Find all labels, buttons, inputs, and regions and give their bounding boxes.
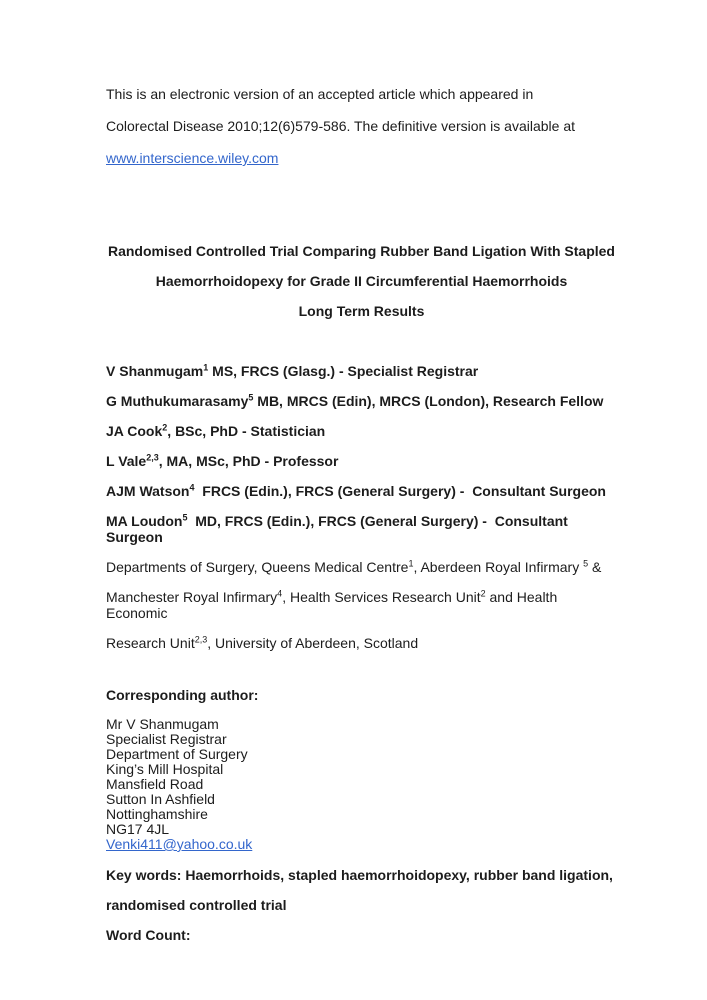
address-line: Mr V Shanmugam	[106, 716, 219, 732]
text-segment: Manchester Royal Infirmary	[106, 589, 278, 605]
keywords-block	[106, 867, 617, 913]
address-line: Department of Surgery	[106, 746, 248, 762]
affiliation-superscript: 2,3	[146, 452, 159, 463]
text-segment: FRCS (Edin.), FRCS (General Surgery) - Consultant Surgeon	[194, 483, 606, 499]
address-line: Mansfield Road	[106, 776, 204, 792]
publisher-link[interactable]: www.interscience.wiley.com	[106, 150, 279, 166]
affiliation-superscript: 5	[248, 392, 254, 403]
text-segment: , MA, MSc, PhD - Professor	[158, 453, 339, 469]
author-line	[106, 453, 617, 469]
publisher-note-line: This is an electronic version of an accepted article which appeared in	[106, 86, 534, 102]
text-segment: &	[588, 559, 602, 575]
keywords-line: Key words: Haemorrhoids, stapled haemorrhoidopexy, rubber band ligation,	[106, 867, 613, 883]
author-line	[106, 513, 617, 545]
address-line: Sutton In Ashfield	[106, 791, 215, 807]
email-link[interactable]: Venki411@yahoo.co.uk	[106, 836, 253, 852]
word-count-label: Word Count:	[106, 927, 191, 943]
text-segment: V Shanmugam	[106, 363, 204, 379]
affiliation-superscript: 1	[408, 558, 414, 569]
author-line	[106, 423, 617, 439]
text-segment: AJM Watson	[106, 483, 190, 499]
text-segment: L Vale	[106, 453, 147, 469]
address-line: Nottinghamshire	[106, 806, 208, 822]
title-line: Long Term Results	[298, 303, 425, 319]
title-line: Haemorrhoidopexy for Grade II Circumferential Haemorrhoids	[155, 273, 568, 289]
text-segment: , Aberdeen Royal Infirmary	[413, 559, 584, 575]
text-segment: MA Loudon	[106, 513, 183, 529]
text-segment: , Health Services Research Unit	[282, 589, 481, 605]
affiliation-line	[106, 589, 617, 621]
publisher-note-line: Colorectal Disease 2010;12(6)579-586. The definitive version is available at	[106, 118, 576, 134]
text-segment: MD, FRCS (Edin.), FRCS (General Surgery) - Consultant Surgeon	[106, 513, 572, 545]
text-segment: MS, FRCS (Glasg.) - Specialist Registrar	[208, 363, 479, 379]
text-segment: MB, MRCS (Edin), MRCS (London), Research Fellow	[253, 393, 604, 409]
text-segment: Departments of Surgery, Queens Medical Centre	[106, 559, 409, 575]
publisher-note-line	[106, 150, 617, 166]
affiliation-superscript: 2	[480, 588, 486, 599]
affiliation-superscript: 5	[182, 512, 188, 523]
address-line: NG17 4JL	[106, 821, 170, 837]
corresponding-author-block	[106, 687, 617, 852]
affiliation-superscript: 2	[162, 422, 168, 433]
title-line: Randomised Controlled Trial Comparing Rubber Band Ligation With Stapled	[107, 243, 615, 259]
author-line	[106, 393, 617, 409]
text-segment: and Health Economic	[106, 589, 562, 621]
affiliation-line	[106, 559, 617, 575]
affiliation-superscript: 2,3	[194, 634, 208, 645]
text-segment: , University of Aberdeen, Scotland	[207, 635, 419, 651]
publisher-note	[106, 86, 617, 166]
corresponding-author-heading: Corresponding author:	[106, 687, 259, 703]
affiliation-line	[106, 635, 617, 651]
email-line	[106, 837, 617, 852]
address-line: King’s Mill Hospital	[106, 761, 224, 777]
text-segment: G Muthukumarasamy	[106, 393, 249, 409]
address-line: Specialist Registrar	[106, 731, 227, 747]
keywords-line: randomised controlled trial	[106, 897, 287, 913]
author-line	[106, 483, 617, 499]
author-line	[106, 363, 617, 379]
affiliation-superscript: 4	[189, 482, 195, 493]
text-segment: , BSc, PhD - Statistician	[167, 423, 326, 439]
affiliation-superscript: 1	[203, 362, 209, 373]
affiliation-superscript: 5	[583, 558, 589, 569]
text-segment: Research Unit	[106, 635, 195, 651]
affiliation-superscript: 4	[277, 588, 283, 599]
article-title	[106, 243, 617, 319]
text-segment: JA Cook	[106, 423, 163, 439]
authors-and-affiliations	[106, 363, 617, 651]
